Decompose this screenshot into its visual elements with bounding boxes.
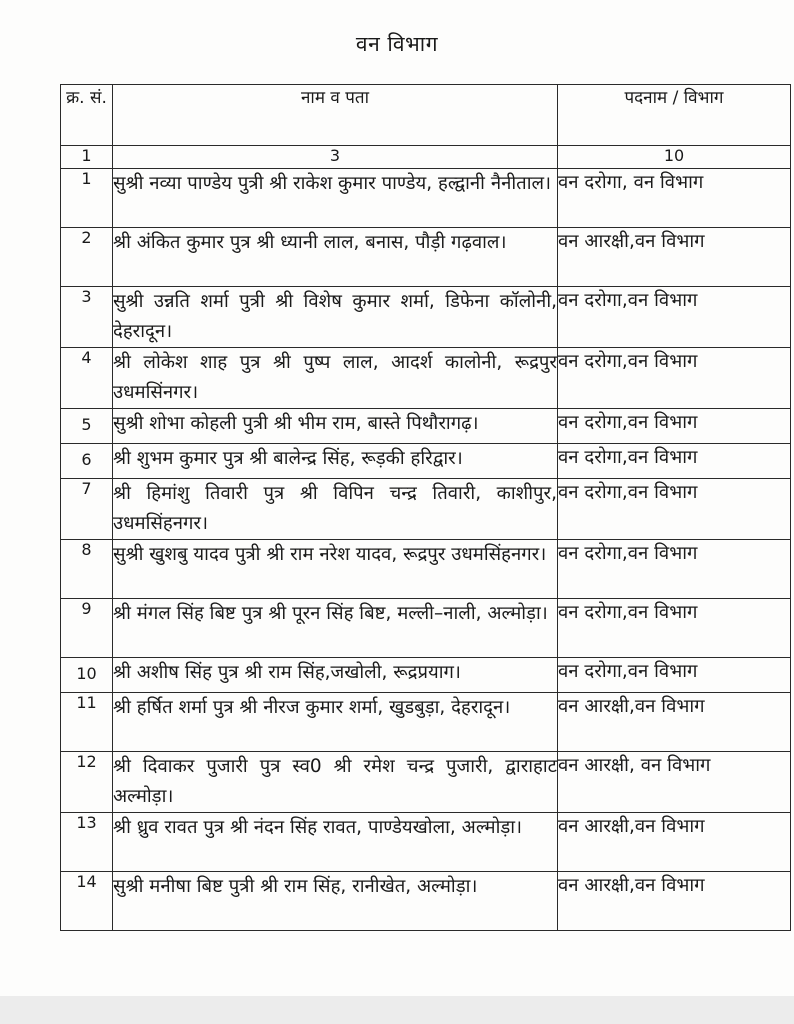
page-title: वन विभाग xyxy=(355,32,439,56)
table-row xyxy=(61,872,791,931)
name-address: श्री ध्रुव रावत पुत्र श्री नंदन सिंह रावत, पाण्डेयखोला, अल्मोड़ा। xyxy=(113,813,558,872)
table-row xyxy=(61,658,791,693)
name-address: श्री शुभम कुमार पुत्र श्री बालेन्द्र सिंह, रूड़की हरिद्वार। xyxy=(113,444,558,479)
page-edge-shadow xyxy=(0,996,794,1024)
designation: वन दरोगा,वन विभाग xyxy=(558,599,791,658)
table-row xyxy=(61,409,791,444)
name-address: श्री अंकित कुमार पुत्र श्री ध्यानी लाल, बनास, पौड़ी गढ़वाल। xyxy=(113,228,558,287)
serial-number: 7 xyxy=(61,479,113,540)
column-number: 10 xyxy=(558,146,791,169)
designation: वन आरक्षी,वन विभाग xyxy=(558,813,791,872)
name-address: सुश्री खुशबु यादव पुत्री श्री राम नरेश यादव, रूद्रपुर उधमसिंहनगर। xyxy=(113,540,558,599)
serial-number: 6 xyxy=(61,444,113,479)
column-number: 3 xyxy=(113,146,558,169)
table-row xyxy=(61,813,791,872)
serial-number: 2 xyxy=(61,228,113,287)
serial-number: 3 xyxy=(61,287,113,348)
serial-number: 8 xyxy=(61,540,113,599)
designation: वन आरक्षी,वन विभाग xyxy=(558,872,791,931)
name-address: श्री हर्षित शर्मा पुत्र श्री नीरज कुमार शर्मा, खुडबुड़ा, देहरादून। xyxy=(113,693,558,752)
serial-number: 12 xyxy=(61,752,113,813)
name-address: सुश्री शोभा कोहली पुत्री श्री भीम राम, बास्ते पिथौरागढ़। xyxy=(113,409,558,444)
name-address: श्री मंगल सिंह बिष्ट पुत्र श्री पूरन सिंह बिष्ट, मल्ली–नाली, अल्मोड़ा। xyxy=(113,599,558,658)
name-address: श्री लोकेश शाह पुत्र श्री पुष्प लाल, आदर्श कालोनी, रूद्रपुर उधमसिंनगर। xyxy=(113,348,558,409)
name-address: श्री दिवाकर पुजारी पुत्र स्व0 श्री रमेश चन्द्र पुजारी, द्वाराहाट अल्मोड़ा। xyxy=(113,752,558,813)
header-row xyxy=(61,85,791,146)
designation: वन आरक्षी,वन विभाग xyxy=(558,693,791,752)
table-row xyxy=(61,444,791,479)
table-row xyxy=(61,479,791,540)
table-row xyxy=(61,169,791,228)
designation: वन आरक्षी,वन विभाग xyxy=(558,228,791,287)
column-number-row xyxy=(61,146,791,169)
serial-number: 11 xyxy=(61,693,113,752)
name-address: श्री अशीष सिंह पुत्र श्री राम सिंह,जखोली, रूद्रप्रयाग। xyxy=(113,658,558,693)
serial-number: 13 xyxy=(61,813,113,872)
header-name-address: नाम व पता xyxy=(113,85,558,146)
name-address: श्री हिमांशु तिवारी पुत्र श्री विपिन चन्द्र तिवारी, काशीपुर, उधमसिंहनगर। xyxy=(113,479,558,540)
serial-number: 1 xyxy=(61,169,113,228)
name-address: सुश्री मनीषा बिष्ट पुत्री श्री राम सिंह, रानीखेत, अल्मोड़ा। xyxy=(113,872,558,931)
designation: वन दरोगा,वन विभाग xyxy=(558,658,791,693)
serial-number: 5 xyxy=(61,409,113,444)
designation: वन दरोगा,वन विभाग xyxy=(558,348,791,409)
header-serial: क्र. सं. xyxy=(61,85,113,146)
column-number: 1 xyxy=(61,146,113,169)
name-address: सुश्री नव्या पाण्डेय पुत्री श्री राकेश कुमार पाण्डेय, हल्द्वानी नैनीताल। xyxy=(113,169,558,228)
designation: वन दरोगा,वन विभाग xyxy=(558,540,791,599)
header-designation: पदनाम / विभाग xyxy=(558,85,791,146)
table-row xyxy=(61,693,791,752)
name-address: सुश्री उन्नति शर्मा पुत्री श्री विशेष कुमार शर्मा, डिफेना कॉलोनी, देहरादून। xyxy=(113,287,558,348)
table-row xyxy=(61,599,791,658)
serial-number: 9 xyxy=(61,599,113,658)
serial-number: 4 xyxy=(61,348,113,409)
table-row xyxy=(61,540,791,599)
designation: वन दरोगा, वन विभाग xyxy=(558,169,791,228)
table-row xyxy=(61,348,791,409)
table-row xyxy=(61,752,791,813)
table-row xyxy=(61,228,791,287)
table-row xyxy=(61,287,791,348)
designation: वन दरोगा,वन विभाग xyxy=(558,444,791,479)
designation: वन दरोगा,वन विभाग xyxy=(558,287,791,348)
roster-table xyxy=(60,84,791,931)
designation: वन आरक्षी, वन विभाग xyxy=(558,752,791,813)
serial-number: 10 xyxy=(61,658,113,693)
serial-number: 14 xyxy=(61,872,113,931)
designation: वन दरोगा,वन विभाग xyxy=(558,479,791,540)
designation: वन दरोगा,वन विभाग xyxy=(558,409,791,444)
